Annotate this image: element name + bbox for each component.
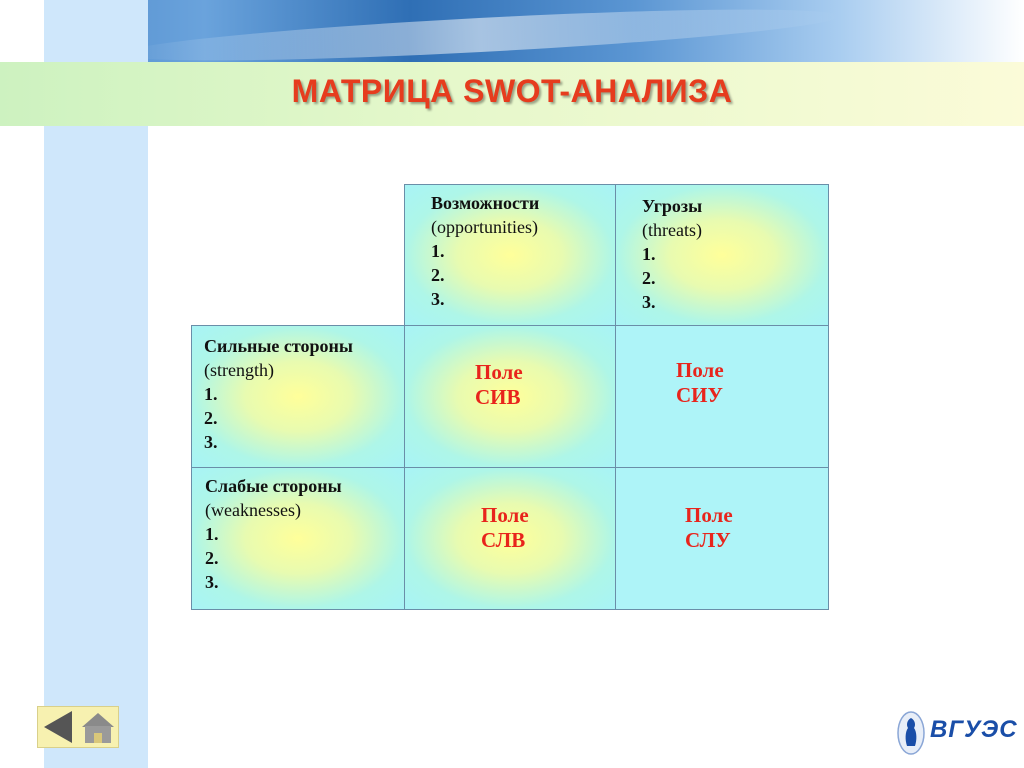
cell-threats xyxy=(615,184,829,326)
opportunities-item-2: 2. xyxy=(431,265,445,285)
logo-text: ВГУЭС xyxy=(930,716,1018,743)
cell-siu xyxy=(615,325,829,468)
field-slu-line2: СЛУ xyxy=(685,528,731,552)
threats-eng: (threats) xyxy=(642,220,702,240)
threats-label: Угрозы xyxy=(642,196,703,216)
field-slv-line1: Поле xyxy=(481,503,529,527)
cell-siv xyxy=(404,325,616,468)
opportunities-eng: (opportunities) xyxy=(431,217,538,237)
back-arrow-icon[interactable] xyxy=(44,711,72,743)
banner-highlight xyxy=(120,0,841,71)
cell-strengths xyxy=(191,325,405,468)
weaknesses-eng: (weaknesses) xyxy=(205,500,301,520)
field-siv-line2: СИВ xyxy=(475,385,521,409)
slide-title: МАТРИЦА SWOT-АНАЛИЗА xyxy=(291,73,733,109)
opportunities-item-3: 3. xyxy=(431,289,445,309)
cell-slu xyxy=(615,467,829,610)
strengths-item-2: 2. xyxy=(204,408,218,428)
statue-emblem-icon xyxy=(896,710,926,756)
home-icon[interactable] xyxy=(82,713,114,743)
cell-slv xyxy=(404,467,616,610)
cell-weaknesses xyxy=(191,467,405,610)
header-banner xyxy=(0,0,1024,64)
field-siu-line2: СИУ xyxy=(676,383,723,407)
strengths-eng: (strength) xyxy=(204,360,274,380)
threats-item-2: 2. xyxy=(642,268,656,288)
weaknesses-item-3: 3. xyxy=(205,572,219,592)
nav-controls xyxy=(37,706,119,748)
strengths-item-3: 3. xyxy=(204,432,218,452)
strengths-item-1: 1. xyxy=(204,384,218,404)
opportunities-label: Возможности xyxy=(431,193,540,213)
field-siu-line1: Поле xyxy=(676,358,724,382)
weaknesses-label: Слабые стороны xyxy=(205,476,342,496)
weaknesses-item-1: 1. xyxy=(205,524,219,544)
nav-icons xyxy=(38,707,118,747)
field-siv-line1: Поле xyxy=(475,360,523,384)
weaknesses-item-2: 2. xyxy=(205,548,219,568)
threats-item-1: 1. xyxy=(642,244,656,264)
opportunities-item-1: 1. xyxy=(431,241,445,261)
field-slv-line2: СЛВ xyxy=(481,528,526,552)
field-slu-line1: Поле xyxy=(685,503,733,527)
strengths-label: Сильные стороны xyxy=(204,336,353,356)
cell-opportunities xyxy=(404,184,616,326)
threats-item-3: 3. xyxy=(642,292,656,312)
